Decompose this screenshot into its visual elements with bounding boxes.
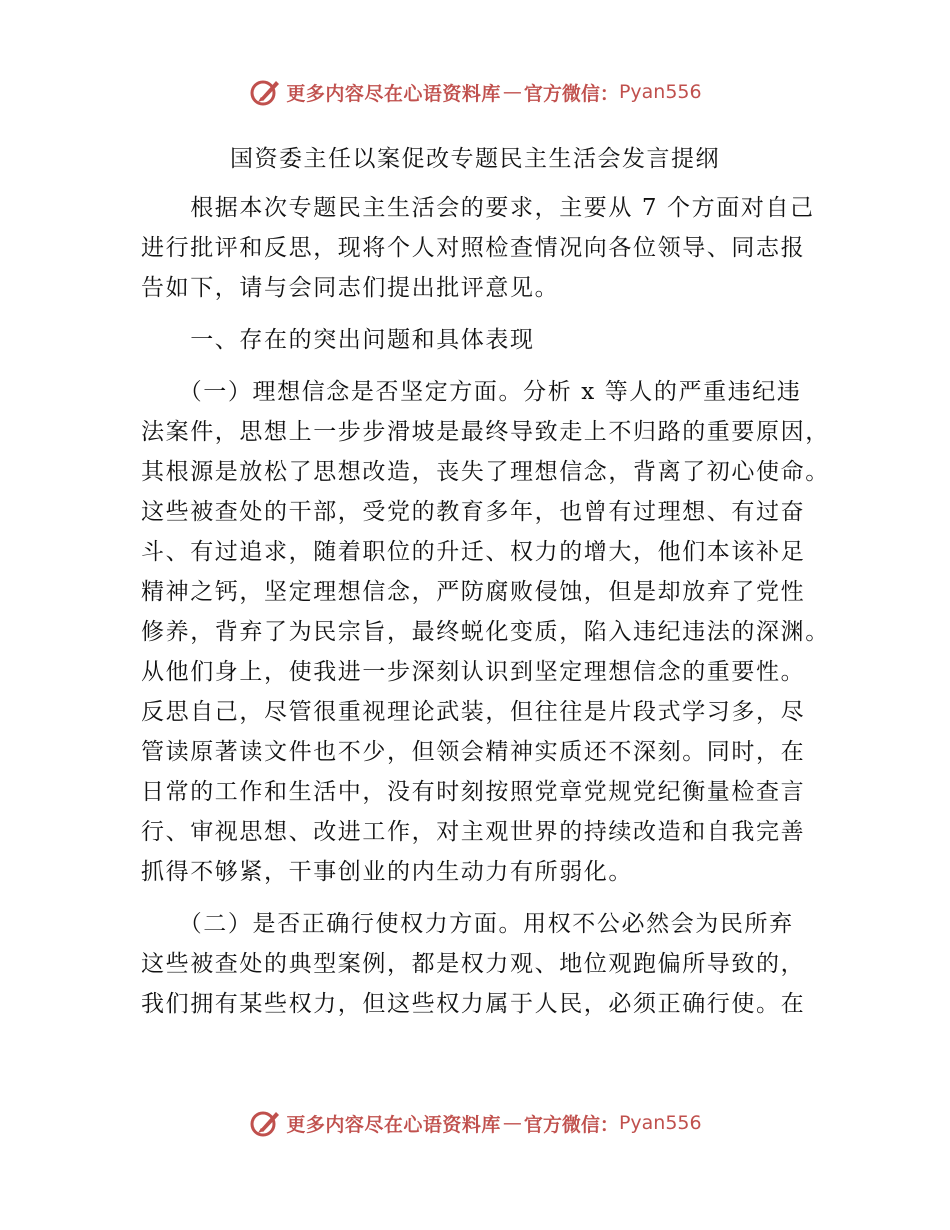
point1-line: 法案件，思想上一步步滑坡是最终导致走上不归路的重要原因， (141, 419, 830, 445)
footer-watermark (0, 1103, 950, 1143)
watermark-dash: — (502, 81, 522, 103)
point2-line: 我们拥有某些权力，但这些权力属于人民，必须正确行使。在 (141, 991, 806, 1017)
point1-line: 修养，背弃了为民宗旨，最终蜕化变质，陷入违纪违法的深渊。 (141, 619, 830, 645)
watermark-wechat-label: 官方微信： (523, 82, 619, 105)
header-watermark (0, 72, 950, 112)
intro-line: 根据本次专题民主生活会的要求，主要从 7 个方面对自己 (141, 195, 815, 221)
point1-line: 斗、有过追求，随着职位的升迁、权力的增大，他们本该补足 (141, 539, 806, 565)
point1-line: 日常的工作和生活中，没有时刻按照党章党规党纪衡量检查言 (141, 779, 806, 805)
point1-line: 抓得不够紧，干事创业的内生动力有所弱化。 (141, 859, 633, 885)
intro-line: 进行批评和反思，现将个人对照检查情况向各位领导、同志报 (141, 235, 806, 261)
intro-line: 告如下，请与会同志们提出批评意见。 (141, 275, 560, 301)
feather-pen-logo-icon (248, 1108, 282, 1138)
section-heading: 一、存在的突出问题和具体表现 (141, 327, 535, 353)
point1-line: 精神之钙，坚定理想信念，严防腐败侵蚀，但是却放弃了党性 (141, 579, 806, 605)
point1-line: 行、审视思想、改进工作，对主观世界的持续改造和自我完善 (141, 819, 806, 845)
feather-pen-logo-icon (248, 77, 282, 107)
point1-line: 从他们身上，使我进一步深刻认识到坚定理想信念的重要性。 (141, 659, 806, 685)
point1-line: （一）理想信念是否坚定方面。分析 x 等人的严重违纪违 (141, 379, 802, 405)
document-body (141, 188, 830, 1024)
point1-line: 管读原著读文件也不少，但领会精神实质还不深刻。同时，在 (141, 739, 806, 765)
point1-line: 其根源是放松了思想改造，丧失了理想信念，背离了初心使命。 (141, 459, 830, 485)
watermark-text: 更多内容尽在心语资料库 (286, 82, 501, 105)
document-title: 国资委主任以案促改专题民主生活会发言提纲 (230, 146, 720, 172)
watermark-text: 更多内容尽在心语资料库 (286, 1113, 501, 1136)
watermark-wechat-label: 官方微信： (523, 1113, 619, 1136)
watermark-wechat-id: Pyan556 (618, 1112, 702, 1134)
point1-line: 这些被查处的干部，受党的教育多年，也曾有过理想、有过奋 (141, 499, 806, 525)
watermark-dash: — (502, 1112, 522, 1134)
point2-line: 这些被查处的典型案例，都是权力观、地位观跑偏所导致的， (141, 951, 806, 977)
point1-line: 反思自己，尽管很重视理论武装，但往往是片段式学习多，尽 (141, 699, 806, 725)
point2-line: （二）是否正确行使权力方面。用权不公必然会为民所弃 (141, 911, 794, 937)
watermark-wechat-id: Pyan556 (618, 81, 702, 103)
